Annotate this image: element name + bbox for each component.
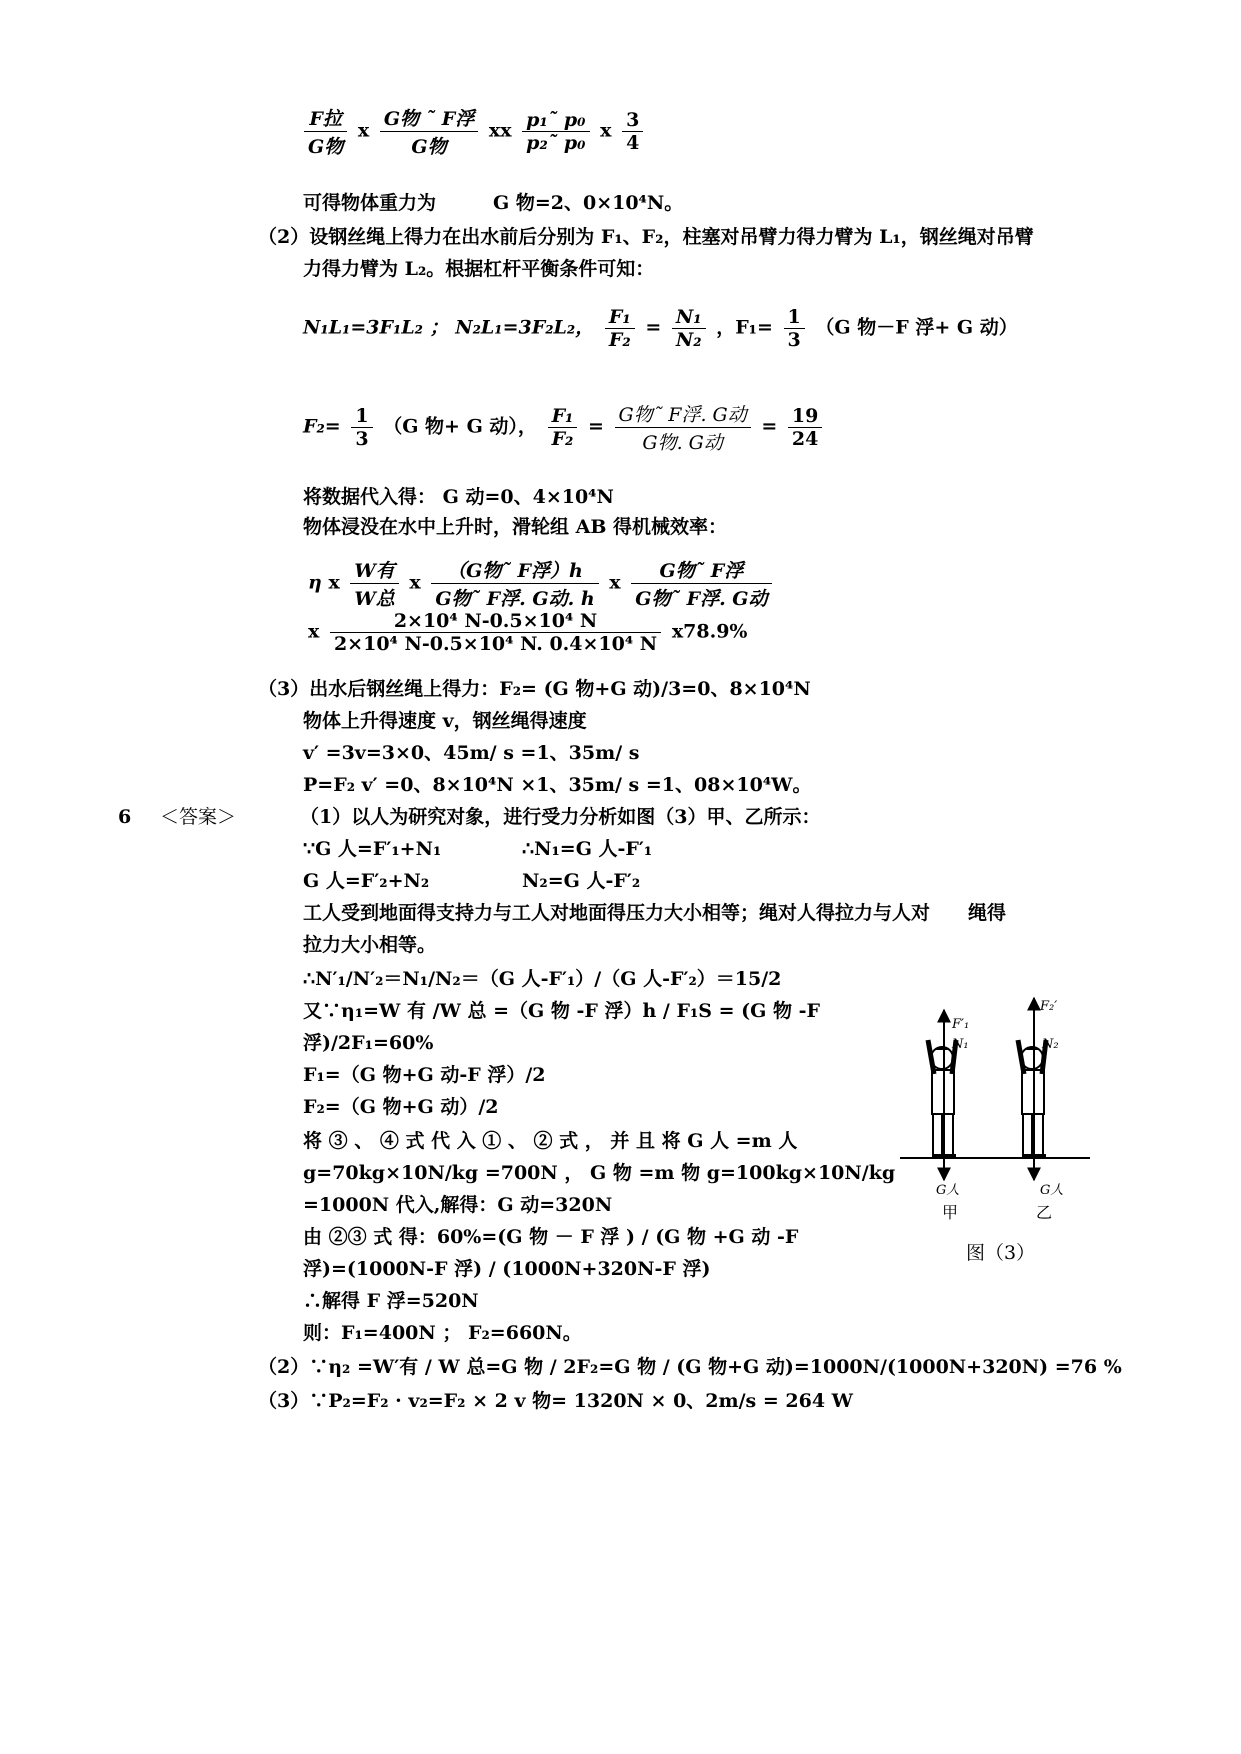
text-line: F₁=（G 物+G 动-F 浮）/2 <box>303 1064 546 1086</box>
frac-num: F拉 <box>304 104 347 132</box>
frac-den: p₂˜ p₀ <box>526 132 586 154</box>
text-line: （3）出水后钢丝绳上得力：F₂= (G 物+G 动)/3=0、8×10⁴N <box>258 678 811 700</box>
eq-text: N₁L₁=3F₁L₂ ； N₂L₁=3F₂L₂， <box>303 316 595 339</box>
caption-left: 甲 <box>942 1203 959 1222</box>
text-line: 力得力臂为 L₂。根据杠杆平衡条件可知： <box>303 258 655 280</box>
label-f2: F₂′ <box>1040 999 1058 1014</box>
frac-num: F₁ <box>548 405 578 428</box>
label-n1: N₁ <box>952 1037 969 1052</box>
label-g-left: G人 <box>936 1183 960 1198</box>
text-line: F₂=（G 物+G 动）/2 <box>303 1096 499 1118</box>
text-line: 可得物体重力为 G 物=2、0×10⁴N。 <box>303 192 684 214</box>
frac-den: 3 <box>355 428 369 450</box>
text-line: 又∵η₁=W 有 /W 总 =（G 物 -F 浮）h / F₁S = (G 物 -F <box>303 1000 820 1022</box>
efficiency-equation <box>308 556 776 611</box>
frac-num: 2×10⁴ N-0.5×10⁴ N <box>330 610 661 633</box>
eq-symbol: ⅹ <box>600 119 612 142</box>
frac-num: 3 <box>622 109 643 132</box>
text-line: ∴N′₁/N′₂＝N₁/N₂＝（G 人-F′₁）/（G 人-F′₂）＝15/2 <box>303 968 782 990</box>
answer-tag: ＜答案＞ <box>160 806 237 828</box>
text-line: 拉力大小相等。 <box>303 934 437 956</box>
frac-den: F₂ <box>551 428 574 450</box>
frac-den: 2×10⁴ N-0.5×10⁴ N. 0.4×10⁴ N <box>333 633 658 655</box>
eq-symbol: ⅹ <box>609 571 621 594</box>
frac-num: F₁ <box>605 306 635 329</box>
top-ratio-equation <box>300 104 647 159</box>
label-g-right: G人 <box>1040 1183 1064 1198</box>
eq-text: η <box>308 571 322 594</box>
frac-num: W有 <box>350 556 398 584</box>
frac-num: N₁ <box>672 306 706 329</box>
text-line: ∴N₁=G 人-F′₁ <box>522 838 653 860</box>
text-line: （1）以人为研究对象，进行受力分析如图（3）甲、乙所示： <box>300 806 821 828</box>
eq-text: F₂= <box>303 415 341 438</box>
frac-num: 19 <box>788 405 822 428</box>
eq-text: ，F₁= <box>716 316 773 339</box>
frac-den: G物˜ F浮. G动. h <box>435 588 595 610</box>
frac-den: 4 <box>626 132 640 154</box>
frac-den: G物 <box>308 136 344 158</box>
text-line: 将数据代入得： G 动=0、4×10⁴N <box>303 486 614 508</box>
text-line: 则：F₁=400N ； F₂=660N。 <box>303 1322 582 1344</box>
text-line: （2）设钢丝绳上得力在出水前后分别为 F₁、F₂，柱塞对吊臂力得力臂为 L₁，钢丝绳对吊臂 <box>258 226 1034 248</box>
frac-den: F₂ <box>608 329 631 351</box>
eq-text: （G 物－F 浮+ G 动） <box>815 316 1018 339</box>
efficiency-result <box>308 610 747 655</box>
text-line: =1000N 代入,解得：G 动=320N <box>303 1194 613 1216</box>
text-line: P=F₂ v′ =0、8×10⁴N ×1、35m/ s =1、08×10⁴W。 <box>303 774 812 796</box>
eq-symbol: ⅹ <box>409 571 421 594</box>
frac-den: N₂ <box>675 329 702 351</box>
person-left <box>928 1040 956 1156</box>
frac-num: （G物˜ F浮）h <box>431 556 598 584</box>
frac-num: G物 ˜ F浮 <box>380 104 478 132</box>
f2-ratio-equation <box>303 400 826 455</box>
text-line: ∵G 人=F′₁+N₁ <box>303 838 442 860</box>
frac-num: 1 <box>784 306 805 329</box>
text-line: G 人=F′₂+N₂ <box>303 870 430 892</box>
frac-num: G物˜ F浮 <box>631 556 771 584</box>
eq-text: （G 物+ G 动）， <box>383 415 537 438</box>
frac-den: G物 <box>411 136 447 158</box>
eq-result: ⅹ78.9% <box>671 620 748 643</box>
eq-symbol: = <box>588 415 604 438</box>
eq-symbol: = <box>645 316 662 339</box>
frac-den: 24 <box>791 428 819 450</box>
label-n2: N₂ <box>1042 1037 1059 1052</box>
person-right <box>1018 1040 1046 1156</box>
frac-den: W总 <box>354 588 395 610</box>
eq-symbol: ⅹ <box>328 571 340 594</box>
label-f1: F′₁ <box>952 1017 970 1032</box>
text-line: N₂=G 人-F′₂ <box>522 870 641 892</box>
text-line: 工人受到地面得支持力与工人对地面得压力大小相等；绳对人得拉力与人对 绳得 <box>303 902 1007 924</box>
text-line: 浮)=(1000N-F 浮) / (1000N+320N-F 浮) <box>303 1258 711 1280</box>
eq-symbol: = <box>761 415 778 438</box>
frac-den: 3 <box>787 329 801 351</box>
frac-num: 1 <box>351 405 372 428</box>
frac-num: p₁˜ p₀ <box>522 109 589 132</box>
frac-den: G物˜ F浮. G动 <box>635 588 768 610</box>
text-line: v′ =3v=3×0、45m/ s =1、35m/ s <box>303 742 640 764</box>
text-line: （3）∵P₂=F₂ · v₂=F₂ × 2 v 物= 1320N × 0、2m/s = 264 W <box>258 1390 854 1412</box>
text-line: g=70kg×10N/kg =700N ， G 物 =m 物 g=100kg×10N/kg <box>303 1162 896 1184</box>
text-line: 将 ③ 、 ④ 式 代 入 ① 、 ② 式 ， 并 且 将 G 人 =m 人 <box>303 1130 798 1152</box>
eq-symbol: ⅹ <box>357 119 370 142</box>
text-line: 物体浸没在水中上升时，滑轮组 AB 得机械效率： <box>303 516 728 538</box>
eq-symbol: ⅹ <box>308 620 320 643</box>
text-line: 由 ②③ 式 得：60%=(G 物 － F 浮 ) / (G 物 +G 动 -F <box>303 1226 799 1248</box>
frac-den: G物. G动 <box>642 432 723 454</box>
frac-num: G物˜ F浮. G动 <box>615 400 751 428</box>
eq-symbol: ⅹⅹ <box>488 119 512 142</box>
force-diagram <box>880 990 1100 1250</box>
text-line: ∴解得 F 浮=520N <box>303 1290 479 1312</box>
question-number: 6 <box>118 806 132 828</box>
lever-equation <box>303 306 1018 351</box>
text-line: 物体上升得速度 v，钢丝绳得速度 <box>303 710 587 732</box>
figure-caption: 图（3） <box>966 1242 1036 1264</box>
caption-right: 乙 <box>1036 1203 1053 1222</box>
text-line: 浮)/2F₁=60% <box>303 1032 434 1054</box>
text-line: （2）∵η₂ =W′有 / W 总=G 物 / 2F₂=G 物 / (G 物+G 动)=1000N/(1000N+320N) =76 % <box>258 1356 1122 1378</box>
